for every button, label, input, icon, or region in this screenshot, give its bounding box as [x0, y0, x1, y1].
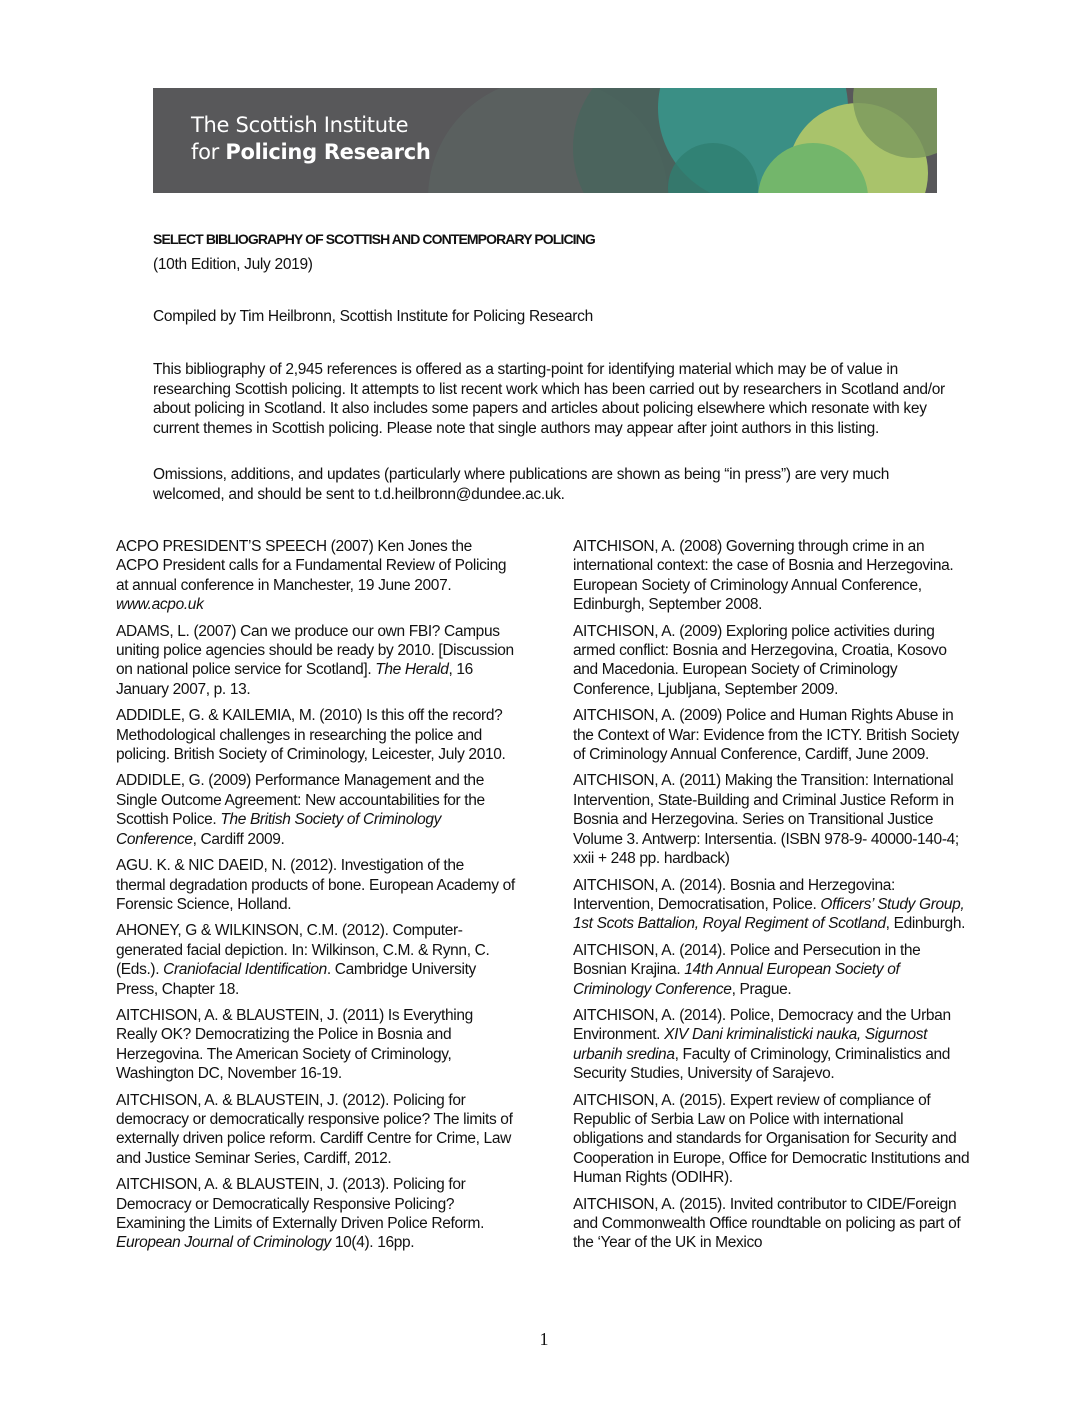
reference-entry — [116, 537, 516, 615]
institute-banner — [153, 88, 937, 193]
reference-pre-text: ADDIDLE, G. & KAILEMIA, M. (2010) Is this off the record? Methodological challenges in researching the police and policing. British Society of Criminology, Leicester, July 2010. — [116, 707, 506, 764]
institute-logo-text — [191, 112, 431, 166]
page-number: 1 — [539, 1329, 549, 1349]
reference-pre-text: AITCHISON, A. & BLAUSTEIN, J. (2013). Policing for Democracy or Democratically Responsive Policing? Examining the Limits of Externally Driven Police Reform. — [116, 1176, 485, 1232]
reference-pre-text: AITCHISON, A. (2014). Bosnia and Herzegovina: Intervention, Democratisation, Police. — [573, 876, 895, 913]
reference-post-text: , Edinburgh. — [885, 915, 966, 933]
reference-entry — [573, 1195, 973, 1253]
logo-line-2-bold: Policing Research — [225, 140, 431, 164]
reference-entry — [573, 1091, 973, 1188]
reference-entry — [573, 1006, 973, 1084]
reference-post-text: , 16 January 2007, p. 13. — [116, 661, 473, 698]
reference-it-text: The Herald — [375, 661, 449, 679]
document-edition: (10th Edition, July 2019) — [153, 256, 313, 273]
reference-entry — [573, 941, 973, 999]
reference-it-text: Craniofacial Identification — [163, 961, 327, 979]
reference-post-text: . Cambridge University Press, Chapter 18. — [116, 961, 476, 998]
reference-entry — [573, 706, 973, 764]
reference-pre-text: AITCHISON, A. & BLAUSTEIN, J. (2012). Policing for democracy or democratically responsive police? The limits of externally driven police reform. Cardiff Centre for Crime, Law and Justice Seminar Series, Cardiff, 2012. — [116, 1091, 513, 1167]
reference-pre-text: AITCHISON, A. (2011) Making the Transition: International Intervention, State-Building and Criminal Justice Reform in Bosnia and Herzegovina. Series on Transitional Justice Volume 3. Antwerp: Intersentia. (ISBN 978-9- 40000-140-4; xxii + 248 pp. hardback) — [573, 772, 959, 868]
reference-pre-text: AITCHISON, A. (2009) Exploring police activities during armed conflict: Bosnia and Herzegovina, Croatia, Kosovo and Macedonia. European Society of Criminology Conference, Ljubljana, September 2009. — [573, 622, 947, 698]
reference-entry — [573, 622, 973, 700]
reference-post-text: , Faculty of Criminology, Criminalistics and Security Studies, University of Sarajevo. — [573, 1045, 951, 1083]
reference-entry — [573, 537, 973, 615]
reference-pre-text: ACPO PRESIDENT’S SPEECH (2007) Ken Jones the ACPO President calls for a Fundamental Review of Policing at annual conference in Manchester, 19 June 2007. — [116, 538, 507, 594]
reference-pre-text: AITCHISON, A. (2015). Invited contributor to CIDE/Foreign and Commonwealth Office roundtable on policing as part of the ‘Year of the UK in Mexico — [573, 1195, 961, 1252]
reference-it-text: Officers’ Study Group, 1st Scots Battalion, Royal Regiment of Scotland — [573, 895, 965, 933]
reference-entry — [116, 622, 516, 700]
reference-it-text: 14th Annual European Society of Criminology Conference — [573, 961, 900, 998]
reference-pre-text: AITCHISON, A. (2015). Expert review of compliance of Republic of Serbia Law on Police with international obligations and standards for Organisation for Security and Cooperation in Europe, Office for Democratic Institutions and Human Rights (ODIHR). — [573, 1091, 970, 1187]
reference-entry — [116, 1091, 516, 1169]
reference-entry — [573, 876, 973, 934]
reference-pre-text: AITCHISON, A. (2014). Police and Persecution in the Bosnian Krajina. — [573, 941, 921, 979]
logo-line-2-prefix: for — [191, 140, 226, 164]
reference-entry — [573, 771, 973, 868]
reference-it-text: XIV Dani kriminalisticki nauka, Sigurnost urbanih sredina — [573, 1026, 928, 1063]
reference-pre-text: AHONEY, G & WILKINSON, C.M. (2012). Computer-generated facial depiction. In: Wilkinson, C.M. & Rynn, C. (Eds.). — [116, 922, 490, 979]
reference-entry — [116, 706, 516, 764]
reference-pre-text: AITCHISON, A. (2009) Police and Human Rights Abuse in the Context of War: Evidence from the ICTY. British Society of Criminology Annual Conference, Cardiff, June 2009. — [573, 707, 959, 764]
reference-entry — [116, 1175, 516, 1253]
reference-pre-text: ADDIDLE, G. (2009) Performance Management and the Single Outcome Agreement: New accountabilities for the Scottish Police. — [116, 772, 485, 829]
logo-line-1: The Scottish Institute — [191, 113, 409, 137]
reference-entry — [116, 921, 516, 999]
reference-it-text: www.acpo.uk — [116, 596, 204, 614]
references-left-column — [116, 537, 516, 1260]
compiled-by: Compiled by Tim Heilbronn, Scottish Institute for Policing Research — [153, 308, 593, 325]
document-title: SELECT BIBLIOGRAPHY OF SCOTTISH AND CONTEMPORARY POLICING — [153, 231, 595, 247]
intro-paragraph: This bibliography of 2,945 references is offered as a starting-point for identifying material which may be of value in researching Scottish policing. It attempts to list recent work which has been carried out by researchers in Scotland and/or about policing in Scotland. It also includes some papers and articles about policing elsewhere which resonate with key current themes in Scottish policing. Please note that single authors may appear after joint authors in this listing. — [153, 361, 945, 437]
reference-post-text: , Cardiff 2009. — [192, 830, 285, 848]
reference-it-text: The British Society of Criminology Conference — [116, 811, 442, 848]
reference-pre-text: AITCHISON, A. (2014). Police, Democracy and the Urban Environment. — [573, 1006, 951, 1044]
reference-post-text: 10(4). 16pp. — [330, 1234, 415, 1252]
reference-it-text: European Journal of Criminology — [116, 1234, 331, 1252]
omissions-paragraph: Omissions, additions, and updates (particularly where publications are shown as being “in press”) are very much welcomed, and should be sent to t.d.heilbronn@dundee.ac.uk. — [153, 466, 890, 503]
reference-entry — [116, 771, 516, 849]
reference-entry — [116, 1006, 516, 1084]
reference-pre-text: AITCHISON, A. & BLAUSTEIN, J. (2011) Is Everything Really OK? Democratizing the Police in Bosnia and Herzegovina. The American Society of Criminology, Washington DC, November 16-19. — [116, 1006, 473, 1083]
reference-pre-text: ADAMS, L. (2007) Can we produce our own FBI? Campus uniting police agencies should be ready by 2010. [Discussion on national police service for Scotland]. — [116, 622, 514, 679]
reference-pre-text: AITCHISON, A. (2008) Governing through crime in an international context: the case of Bosnia and Herzegovina. European Society of Criminology Annual Conference, Edinburgh, September 2008. — [573, 538, 954, 614]
reference-post-text: , Prague. — [731, 980, 792, 998]
logo-line-2 — [191, 139, 431, 166]
reference-pre-text: AGU. K. & NIC DAEID, N. (2012). Investigation of the thermal degradation products of bone. European Academy of Forensic Science, Holland. — [116, 857, 515, 913]
reference-entry — [116, 856, 516, 914]
references-right-column — [573, 537, 973, 1260]
